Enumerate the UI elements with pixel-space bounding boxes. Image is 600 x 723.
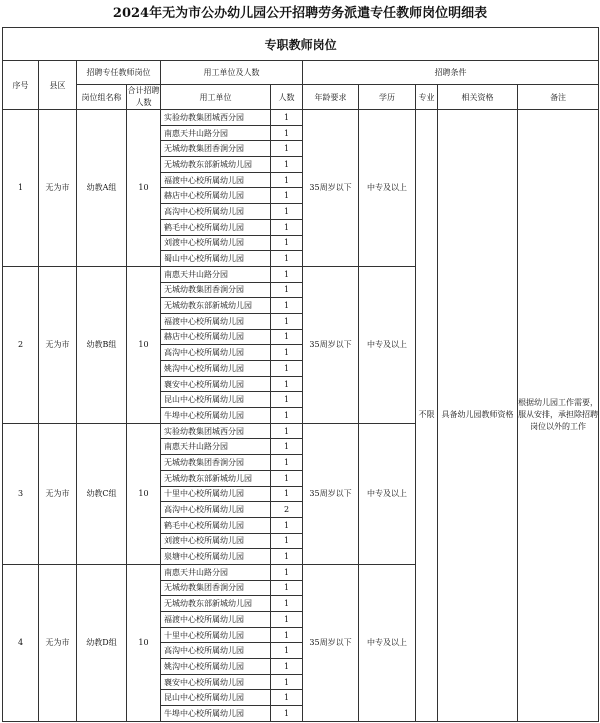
unit-count: 1: [271, 172, 303, 188]
unit-name: 实验幼教集团城西分园: [161, 423, 271, 439]
unit-name: 南惠天井山路分园: [161, 439, 271, 455]
group-county: 无为市: [39, 266, 77, 423]
unit-name: 无城幼教集团香涧分园: [161, 580, 271, 596]
unit-count: 1: [271, 423, 303, 439]
header-education: 学历: [359, 85, 416, 110]
unit-name: 高沟中心校所属幼儿园: [161, 345, 271, 361]
unit-name: 昆山中心校所属幼儿园: [161, 392, 271, 408]
header-major: 专业: [416, 85, 438, 110]
group-age: 35周岁以下: [303, 423, 359, 564]
unit-count: 1: [271, 141, 303, 157]
unit-name: 高沟中心校所属幼儿园: [161, 502, 271, 518]
group-education: 中专及以上: [359, 266, 416, 423]
unit-name: 鹤毛中心校所属幼儿园: [161, 219, 271, 235]
unit-count: 1: [271, 376, 303, 392]
shared-note: 根据幼儿园工作需要，服从安排，承担除招聘岗位以外的工作: [518, 110, 599, 722]
unit-count: 1: [271, 439, 303, 455]
group-total: 10: [127, 110, 161, 267]
unit-name: 赫店中心校所属幼儿园: [161, 188, 271, 204]
unit-count: 1: [271, 125, 303, 141]
unit-count: 1: [271, 549, 303, 565]
unit-count: 1: [271, 486, 303, 502]
unit-count: 1: [271, 219, 303, 235]
group-seq: 2: [3, 266, 39, 423]
section-title: 专职教师岗位: [3, 28, 599, 61]
header-county: 县区: [39, 61, 77, 110]
document-title: 2024年无为市公办幼儿园公开招聘劳务派遣专任教师岗位明细表: [112, 6, 488, 21]
group-total: 10: [127, 266, 161, 423]
unit-name: 无城幼教东部新城幼儿园: [161, 298, 271, 314]
table-row: [3, 110, 599, 126]
unit-count: 1: [271, 612, 303, 628]
unit-count: 1: [271, 690, 303, 706]
header-note: 备注: [518, 85, 599, 110]
header-recruit-group: 招聘专任教师岗位: [77, 61, 161, 85]
unit-name: 实验幼教集团城西分园: [161, 110, 271, 126]
table-body: [3, 28, 599, 722]
unit-name: 襄安中心校所属幼儿园: [161, 674, 271, 690]
header-group-name: 岗位组名称: [77, 85, 127, 110]
unit-name: 鹤毛中心校所属幼儿园: [161, 517, 271, 533]
header-seq: 序号: [3, 61, 39, 110]
group-seq: 4: [3, 564, 39, 721]
unit-name: 十里中心校所属幼儿园: [161, 486, 271, 502]
unit-name: 南惠天井山路分园: [161, 125, 271, 141]
unit-count: 1: [271, 251, 303, 267]
unit-count: 1: [271, 564, 303, 580]
unit-name: 高沟中心校所属幼儿园: [161, 204, 271, 220]
header-conditions: 招聘条件: [303, 61, 599, 85]
unit-name: 无城幼教集团香涧分园: [161, 141, 271, 157]
unit-count: 1: [271, 674, 303, 690]
unit-name: 牛埠中心校所属幼儿园: [161, 706, 271, 722]
unit-count: 1: [271, 313, 303, 329]
group-age: 35周岁以下: [303, 266, 359, 423]
unit-count: 1: [271, 706, 303, 722]
group-name: 幼教A组: [77, 110, 127, 267]
group-age: 35周岁以下: [303, 110, 359, 267]
header-unit: 用工单位: [161, 85, 271, 110]
header-age: 年龄要求: [303, 85, 359, 110]
unit-count: 1: [271, 298, 303, 314]
group-education: 中专及以上: [359, 564, 416, 721]
unit-name: 昆山中心校所属幼儿园: [161, 690, 271, 706]
header-qualification: 相关资格: [438, 85, 518, 110]
unit-count: 1: [271, 659, 303, 675]
unit-name: 牛埠中心校所属幼儿园: [161, 408, 271, 424]
group-age: 35周岁以下: [303, 564, 359, 721]
unit-name: 南惠天井山路分园: [161, 266, 271, 282]
group-county: 无为市: [39, 564, 77, 721]
unit-name: 无城幼教东部新城幼儿园: [161, 596, 271, 612]
unit-name: 十里中心校所属幼儿园: [161, 627, 271, 643]
unit-name: 刘渡中心校所属幼儿园: [161, 533, 271, 549]
unit-name: 姚沟中心校所属幼儿园: [161, 361, 271, 377]
unit-count: 1: [271, 408, 303, 424]
unit-name: 姚沟中心校所属幼儿园: [161, 659, 271, 675]
unit-name: 福渡中心校所属幼儿园: [161, 172, 271, 188]
group-education: 中专及以上: [359, 423, 416, 564]
unit-count: 1: [271, 329, 303, 345]
unit-count: 1: [271, 266, 303, 282]
recruitment-table: [2, 27, 599, 722]
unit-count: 1: [271, 110, 303, 126]
group-education: 中专及以上: [359, 110, 416, 267]
unit-count: 1: [271, 596, 303, 612]
group-seq: 3: [3, 423, 39, 564]
group-total: 10: [127, 564, 161, 721]
unit-name: 蜀山中心校所属幼儿园: [161, 251, 271, 267]
unit-count: 1: [271, 455, 303, 471]
group-county: 无为市: [39, 110, 77, 267]
shared-qualification: 具备幼儿园教师资格: [438, 110, 518, 722]
group-county: 无为市: [39, 423, 77, 564]
group-name: 幼教C组: [77, 423, 127, 564]
unit-count: 2: [271, 502, 303, 518]
header-unit-and-count: 用工单位及人数: [161, 61, 303, 85]
unit-name: 无城幼教东部新城幼儿园: [161, 470, 271, 486]
unit-count: 1: [271, 282, 303, 298]
unit-count: 1: [271, 392, 303, 408]
unit-count: 1: [271, 204, 303, 220]
group-name: 幼教D组: [77, 564, 127, 721]
unit-name: 高沟中心校所属幼儿园: [161, 643, 271, 659]
unit-name: 赫店中心校所属幼儿园: [161, 329, 271, 345]
unit-name: 无城幼教集团香涧分园: [161, 282, 271, 298]
unit-name: 福渡中心校所属幼儿园: [161, 612, 271, 628]
unit-count: 1: [271, 345, 303, 361]
unit-count: 1: [271, 643, 303, 659]
unit-count: 1: [271, 627, 303, 643]
unit-name: 无城幼教集团香涧分园: [161, 455, 271, 471]
unit-count: 1: [271, 188, 303, 204]
unit-name: 刘渡中心校所属幼儿园: [161, 235, 271, 251]
group-name: 幼教B组: [77, 266, 127, 423]
unit-name: 泉塘中心校所属幼儿园: [161, 549, 271, 565]
unit-count: 1: [271, 470, 303, 486]
group-seq: 1: [3, 110, 39, 267]
unit-name: 南惠天井山路分园: [161, 564, 271, 580]
unit-name: 襄安中心校所属幼儿园: [161, 376, 271, 392]
header-total: 合计招聘人数: [127, 85, 161, 110]
shared-major: 不限: [416, 110, 438, 722]
unit-count: 1: [271, 580, 303, 596]
unit-count: 1: [271, 533, 303, 549]
unit-name: 福渡中心校所属幼儿园: [161, 313, 271, 329]
unit-name: 无城幼教东部新城幼儿园: [161, 157, 271, 173]
header-count: 人数: [271, 85, 303, 110]
unit-count: 1: [271, 517, 303, 533]
group-total: 10: [127, 423, 161, 564]
unit-count: 1: [271, 235, 303, 251]
unit-count: 1: [271, 157, 303, 173]
unit-count: 1: [271, 361, 303, 377]
